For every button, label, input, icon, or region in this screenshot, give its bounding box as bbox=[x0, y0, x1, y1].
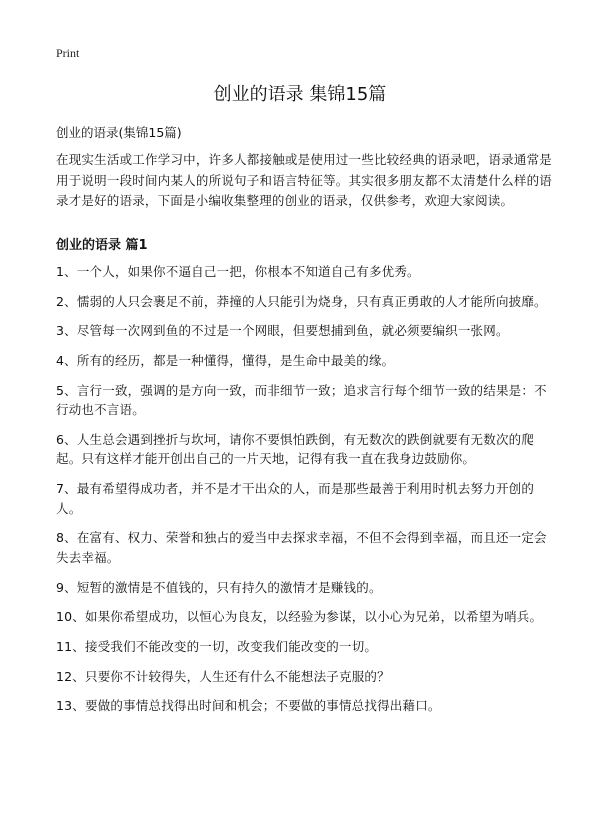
quote-item: 1、一个人，如果你不逼自己一把，你根本不知道自己有多优秀。 bbox=[56, 264, 420, 279]
quote-list bbox=[56, 262, 552, 726]
quote-item: 3、尽管每一次网到鱼的不过是一个网眼，但要想捕到鱼，就必须要编织一张网。 bbox=[56, 323, 509, 339]
quote-item: 9、短暂的激情是不值钱的，只有持久的激情才是赚钱的。 bbox=[56, 579, 382, 595]
section-heading: 创业的语录 篇1 bbox=[56, 238, 148, 253]
document-subtitle: 创业的语录(集锦15篇) bbox=[56, 125, 182, 140]
quote-item: 12、只要你不计较得失，人生还有什么不能想法子克服的？ bbox=[56, 668, 390, 684]
intro-paragraph: 在现实生活或工作学习中，许多人都接触或是使用过一些比较经典的语录吧，语录通常是用于说明一段时间内某人的所说句子和语言特征等。其实很多朋友都不太清楚什么样的语录才是好的语录，下面是小编收集整理的创业的语录，仅供参考，欢迎大家阅读。 bbox=[56, 152, 552, 208]
quote-item: 13、要做的事情总找得出时间和机会；不要做的事情总找得出藉口。 bbox=[56, 698, 441, 714]
quote-item: 11、接受我们不能改变的一切，改变我们能改变的一切。 bbox=[56, 638, 378, 654]
quote-item: 6、人生总会遇到挫折与坎坷，请你不要惧怕跌倒，有无数次的跌倒就要有无数次的爬起。只有这样才能开创出自己的一片天地，记得有我一直在我身边鼓励你。 bbox=[56, 431, 535, 467]
quote-item: 5、言行一致，强调的是方向一致，而非细节一致；追求言行每个细节一致的结果是：不行动也不言语。 bbox=[56, 382, 547, 418]
page-title: 创业的语录 集锦15篇 bbox=[213, 84, 387, 105]
print-link[interactable]: Print bbox=[56, 46, 80, 60]
quote-item: 8、在富有、权力、荣誉和独占的爱当中去探求幸福，不但不会得到幸福，而且还一定会失去幸福。 bbox=[56, 530, 547, 565]
quote-item: 7、最有希望得成功者，并不是才干出众的人，而是那些最善于利用时机去努力开创的人。 bbox=[56, 481, 535, 516]
quote-item: 10、如果你希望成功，以恒心为良友，以经验为参谋，以小心为兄弟，以希望为哨兵。 bbox=[56, 609, 543, 625]
quote-item: 2、懦弱的人只会裹足不前，莽撞的人只能引为烧身，只有真正勇敢的人才能所向披靡。 bbox=[56, 293, 547, 309]
quote-item: 4、所有的经历，都是一种懂得，懂得，是生命中最美的缘。 bbox=[56, 353, 395, 369]
